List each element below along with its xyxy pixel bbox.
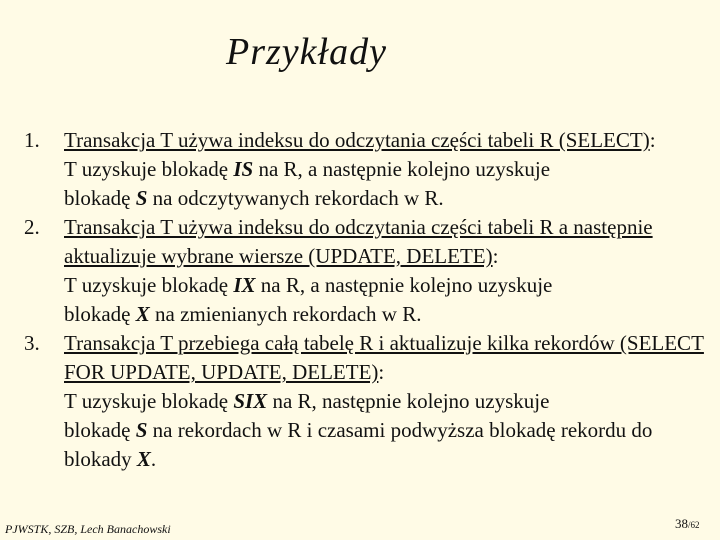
examples-list	[24, 126, 714, 474]
text: .	[150, 447, 157, 471]
text: na zmienianych rekordach w R.	[149, 302, 422, 326]
item-number: 1.	[24, 128, 40, 152]
text: na rekordach w R i czasami podwyższa blokadę rekordu do blokady	[64, 418, 653, 471]
lock-mode: X	[136, 447, 151, 471]
lock-mode: S	[135, 418, 148, 442]
text: na R, następnie kolejno uzyskuje	[267, 389, 550, 413]
page-total: /62	[688, 520, 700, 530]
item-body	[64, 126, 714, 213]
slide-title: Przykłady	[226, 31, 387, 73]
item-body	[64, 213, 714, 329]
text: na R, a następnie kolejno uzyskuje	[255, 273, 553, 297]
colon: :	[378, 360, 385, 384]
text: T uzyskuje blokadę	[64, 157, 234, 181]
lock-mode: X	[135, 302, 150, 326]
list-item	[24, 213, 714, 329]
lock-mode: IS	[233, 157, 254, 181]
item-heading: Transakcja T używa indeksu do odczytania części tabeli R (SELECT)	[64, 128, 650, 152]
text: blokadę	[64, 418, 136, 442]
item-heading: Transakcja T używa indeksu do odczytania części tabeli R a następnie aktualizuje wybrane wiersze (UPDATE, DELETE)	[64, 215, 653, 268]
list-item	[24, 329, 714, 474]
item-number: 2.	[24, 215, 40, 239]
item-body	[64, 329, 714, 474]
text: blokadę	[64, 186, 136, 210]
text: T uzyskuje blokadę	[64, 389, 234, 413]
text: T uzyskuje blokadę	[64, 273, 234, 297]
colon: :	[492, 244, 499, 268]
lock-mode: IX	[233, 273, 256, 297]
text: na R, a następnie kolejno uzyskuje	[253, 157, 551, 181]
page-current: 38	[675, 516, 688, 531]
lock-mode: S	[135, 186, 148, 210]
colon: :	[649, 128, 656, 152]
text: blokadę	[64, 302, 136, 326]
lock-mode: SIX	[233, 389, 268, 413]
text: na odczytywanych rekordach w R.	[147, 186, 444, 210]
item-heading: Transakcja T przebiega całą tabelę R i aktualizuje kilka rekordów (SELECT FOR UPDATE, UPDATE, DELETE)	[64, 331, 704, 384]
list-item	[24, 126, 714, 213]
item-number: 3.	[24, 331, 40, 355]
page-number	[675, 516, 700, 532]
footer-credit: PJWSTK, SZB, Lech Banachowski	[5, 522, 171, 536]
